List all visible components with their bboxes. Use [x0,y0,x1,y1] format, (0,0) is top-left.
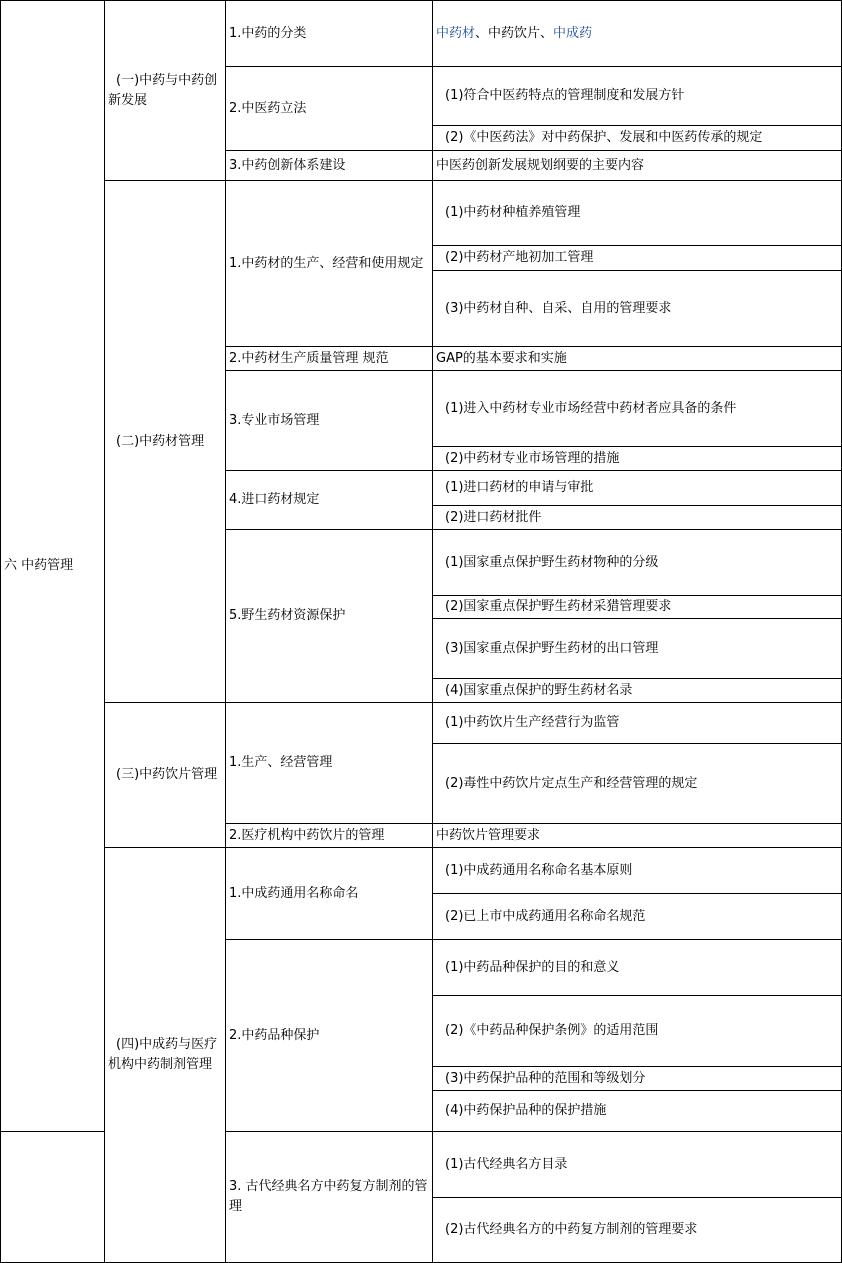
s2-r1-d3-cell [433,271,841,346]
s2-r4-d1: (1)进口药材的申请与审批 [445,480,594,495]
s4-r1-d2: (2)已上市中成药通用名称命名规范 [445,908,646,924]
s2-r3-title-cell [226,371,432,470]
section-4-label: (四)中成药与医疗机构中药制剂管理 [108,1037,218,1072]
s4-r1-d2-cell [433,894,841,939]
s4-r2-d2-cell [433,996,841,1066]
section-3-cell [105,703,225,847]
s4-r1-title-cell [226,848,432,939]
s4-r2-d4-cell [433,1091,841,1131]
s4-r3-d1-cell [433,1132,841,1197]
classification-sep: 、中药饮片、 [475,25,554,41]
s1-r3-title-cell [226,151,432,180]
s2-r5-d2-cell [433,596,841,618]
s1-r2-d1: (1)符合中医药特点的管理制度和发展方针 [445,88,685,103]
s4-r2-d1: (1)中药品种保护的目的和意义 [445,959,620,975]
s2-r4-d1-cell [433,471,841,505]
s4-r3-d1: (1)古代经典名方目录 [445,1156,568,1172]
s1-r3-d1: 中医药创新发展规划纲要的主要内容 [436,157,645,173]
s4-r2-d4: (4)中药保护品种的保护措施 [445,1103,607,1118]
s1-r2-d2: (2)《中医药法》对中药保护、发展和中医药传承的规定 [445,130,763,145]
s4-r2-title-cell [226,940,432,1131]
s2-r2-d1: GAP的基本要求和实施 [436,350,567,366]
section-4-cell [105,848,225,1262]
s1-r3-d1-cell [433,151,841,180]
section-3-label: (三)中药饮片管理 [116,767,218,782]
s2-r5-title: 5.野生药材资源保护 [229,608,346,623]
s1-r2-d1-cell [433,67,841,125]
s4-r1-d1: (1)中成药通用名称命名基本原则 [445,862,633,878]
s2-r4-title-cell [226,471,432,529]
s2-r5-d2: (2)国家重点保护野生药材采猎管理要求 [445,599,672,614]
s4-r2-d2: (2)《中药品种保护条例》的适用范围 [445,1023,659,1038]
s3-r2-title-cell [226,824,432,847]
s2-r1-d1: (1)中药材种植养殖管理 [445,205,581,220]
s4-r1-title: 1.中成药通用名称命名 [229,885,359,901]
chapter-cell [1,0,104,1131]
s2-r1-title: 1.中药材的生产、经营和使用规定 [229,255,424,271]
classification-herbs: 中药材 [436,25,476,41]
s2-r4-d2: (2)进口药材批件 [445,509,542,525]
s2-r2-title: 2.中药材生产质量管理 规范 [229,350,389,366]
s4-r3-d2: (2)古代经典名方的中药复方制剂的管理要求 [445,1222,698,1237]
s3-r1-title-cell [226,703,432,823]
s2-r5-d1: (1)国家重点保护野生药材物种的分级 [445,554,659,570]
section-1-label: (一)中药与中药创新发展 [108,72,218,108]
s1-r1-desc [436,24,592,44]
s1-r1-desc-cell [433,1,841,66]
s3-r2-d1-cell [433,824,841,847]
section-1-cell [105,1,225,180]
section-2-label: (二)中药材管理 [116,433,205,449]
s2-r2-title-cell [226,347,432,370]
s2-r1-d1-cell [433,181,841,245]
s1-r3-title: 3.中药创新体系建设 [229,157,346,173]
s4-r3-title-cell [226,1132,432,1262]
s2-r1-d3: (3)中药材自种、自采、自用的管理要求 [445,300,672,316]
s4-r2-d3: (3)中药保护品种的范围和等级划分 [445,1070,646,1086]
s3-r1-d2: (2)毒性中药饮片定点生产和经营管理的规定 [445,775,698,791]
s1-r1-title-cell [226,1,432,66]
s4-r3-d2-cell [433,1198,841,1262]
s1-r2-title: 2.中医药立法 [229,100,307,116]
s4-r2-title: 2.中药品种保护 [229,1027,320,1043]
s2-r5-title-cell [226,530,432,702]
s4-r3-title: 3. 古代经典名方中药复方制剂的管理 [229,1179,428,1214]
chapter-label: 六 中药管理 [4,557,74,573]
s2-r3-title: 3.专业市场管理 [229,412,320,428]
s3-r1-d1-cell [433,703,841,743]
s2-r4-title: 4.进口药材规定 [229,492,320,507]
s4-r1-d1-cell [433,848,841,893]
s2-r5-d1-cell [433,530,841,595]
s2-r1-d2-cell [433,246,841,270]
s2-r2-d1-cell [433,347,841,370]
s3-r2-d1: 中药饮片管理要求 [436,827,541,843]
s4-r2-d3-cell [433,1067,841,1090]
s1-r1-title: 1.中药的分类 [229,25,307,41]
s2-r3-d1: (1)进入中药材专业市场经营中药材者应具备的条件 [445,400,737,416]
s2-r5-d3-cell [433,619,841,678]
section-2-cell [105,181,225,702]
s3-r1-title: 1.生产、经营管理 [229,755,333,770]
s2-r3-d1-cell [433,371,841,446]
s2-r5-d4: (4)国家重点保护的野生药材名录 [445,682,633,698]
s1-r2-title-cell [226,67,432,150]
s2-r3-d2: (2)中药材专业市场管理的措施 [445,450,620,466]
s2-r1-d2: (2)中药材产地初加工管理 [445,250,594,265]
s2-r5-d4-cell [433,679,841,702]
s3-r1-d2-cell [433,744,841,823]
s2-r1-title-cell [226,181,432,346]
s3-r2-title: 2.医疗机构中药饮片的管理 [229,827,385,843]
s2-r4-d2-cell [433,506,841,529]
classification-patent: 中成药 [553,25,593,41]
s4-r2-d1-cell [433,940,841,995]
s2-r5-d3: (3)国家重点保护野生药材的出口管理 [445,640,659,656]
s2-r3-d2-cell [433,447,841,470]
s3-r1-d1: (1)中药饮片生产经营行为监管 [445,715,620,730]
s1-r2-d2-cell [433,126,841,150]
